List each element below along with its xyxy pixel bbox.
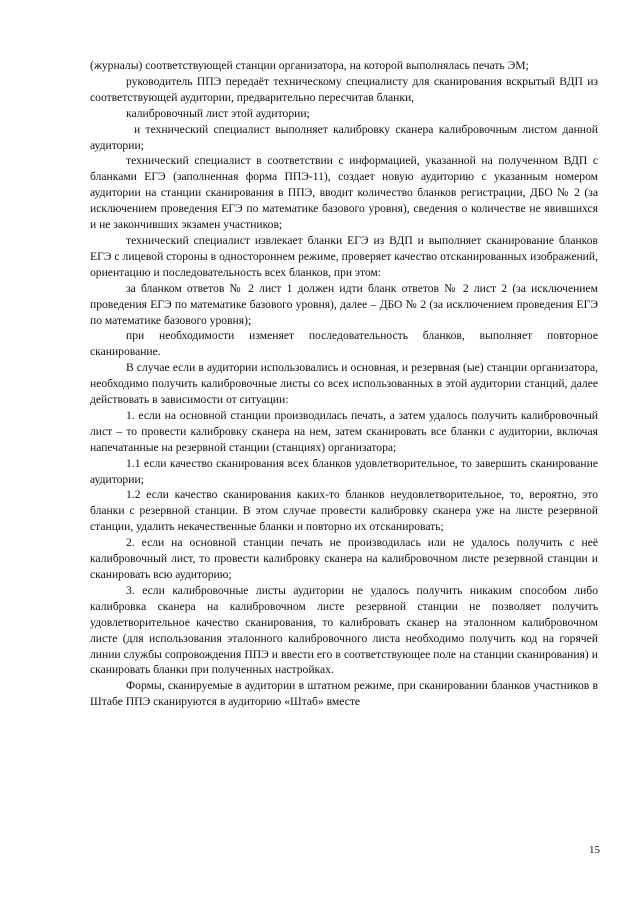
document-page [90, 58, 598, 710]
paragraph-calibration-sheet: калибровочный лист этой аудитории; [126, 106, 310, 120]
paragraph-case-1-2: 1.2 если качество сканирования каких-то бланков неудовлетворительное, то, вероятно, это бланки с резервной станции. В этом случае провести калибровку сканера уже на листе резервной станции, удалить некачественные бланки и повторно их отсканировать; [90, 488, 598, 534]
paragraph-forms-headquarters: Формы, сканируемые в аудитории в штатном режиме, при сканировании бланков участников в Штабе ППЭ сканируются в аудиторию «Штаб» вместе [90, 679, 598, 709]
paragraph-case-1-1: 1.1 если качество сканирования всех бланков удовлетворительное, то завершить сканирование аудитории; [90, 456, 598, 486]
paragraph-scanner-calibration: и технический специалист выполняет калибровку сканера калибровочным листом данной аудитории; [90, 122, 598, 152]
paragraph-reserve-stations: В случае если в аудитории использовались и основная, и резервная (ые) станции организатора, необходимо получить калибровочные листы со всех использованных в этой аудитории станций, далее действовать в зависимости от ситуации: [90, 361, 598, 407]
paragraph-create-auditorium: технический специалист в соответствии с информацией, указанной на полученном ВДП с бланками ЕГЭ (заполненная форма ППЭ-11), создает новую аудиторию с указанным номером аудитории на станции сканирования в ППЭ, вводит количество бланков регистрации, ДБО № 2 (за исключением проведения ЕГЭ по математике базового уровня), сведения о количестве не явившихся и не закончивших экзамен участников; [90, 154, 598, 232]
paragraph-case-2: 2. если на основной станции печать не производилась или не удалось получить с неё калибровочный лист, то провести калибровку сканера на калибровочном листе резервной станции и сканировать всю аудиторию; [90, 536, 598, 581]
page-number: 15 [589, 844, 600, 856]
paragraph-journals: (журналы) соответствующей станции организатора, на которой выполнялась печать ЭМ; [90, 59, 529, 72]
paragraph-extract-and-scan: технический специалист извлекает бланки ЕГЭ из ВДП и выполняет сканирование бланков ЕГЭ с лицевой стороны в одностороннем режиме, проверяет качество отсканированных изображений, ориентацию и последовательность всех бланков, при этом: [90, 233, 598, 279]
paragraph-case-3: 3. если калибровочные листы аудитории не удалось получить никаким способом либо калибровка сканера на калибровочном листе резервной станции не позволяет получить удовлетворительное качество сканирования, то калибровать сканер на эталонном калибровочном листе (для использования эталонного калибровочного листа необходимо получить код на горячей линии службы сопровождения ППЭ и ввести его в соответствующее поле на станции сканирования) и сканировать бланки при полученных настройках. [90, 583, 598, 677]
paragraph-rescan: при необходимости изменяет последовательность бланков, выполняет повторное сканирование. [90, 329, 598, 359]
paragraph-form-order: за бланком ответов № 2 лист 1 должен идти бланк ответов № 2 лист 2 (за исключением проведения ЕГЭ по математике базового уровня), далее – ДБО № 2 (за исключением проведения ЕГЭ по математике базового уровня); [90, 281, 598, 327]
paragraph-ppe-head-transfers: руководитель ППЭ передаёт техническому специалисту для сканирования вскрытый ВДП из соответствующей аудитории, предварительно пересчитав бланки, [90, 74, 598, 104]
paragraph-case-1: 1. если на основной станции производилась печать, а затем удалось получить калибровочный лист – то провести калибровку сканера на нем, затем сканировать все бланки с аудитории, включая напечатанные на резервной станции (станциях) организатора; [90, 408, 598, 454]
